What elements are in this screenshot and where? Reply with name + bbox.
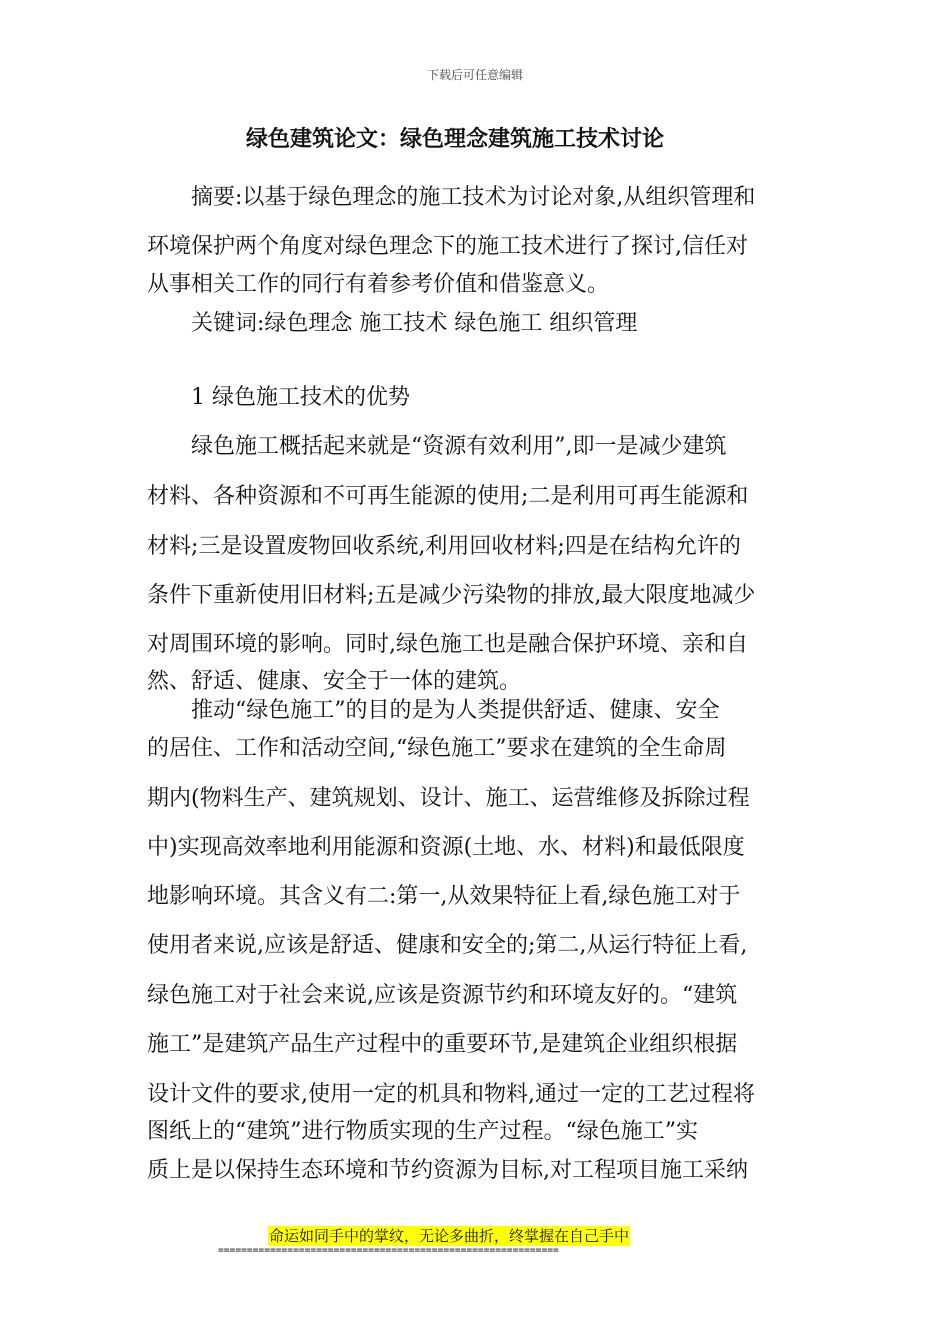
body-line: 条件下重新使用旧材料;五是减少污染物的排放,最大限度地减少: [147, 583, 756, 608]
body-line: 绿色施工对于社会来说,应该是资源节约和环境友好的。“建筑: [147, 983, 738, 1008]
body-line: 对周围环境的影响。同时,绿色施工也是融合保护环境、亲和自: [147, 632, 748, 657]
footer-motto: 命运如同手中的掌纹，无论多曲折，终掌握在自己手中: [269, 1227, 630, 1245]
section-heading-1: 1 绿色施工技术的优势: [191, 385, 410, 410]
body-line: 图纸上的“建筑”进行物质实现的生产过程。“绿色施工”实: [147, 1119, 698, 1144]
abstract-line-3: 从事相关工作的同行有着参考价值和借鉴意义。: [147, 272, 610, 297]
body-line: 施工”是建筑产品生产过程中的重要环节,是建筑企业组织根据: [147, 1032, 738, 1057]
body-line: 材料、各种资源和不可再生能源的使用;二是利用可再生能源和: [147, 484, 749, 509]
body-line: 期内(物料生产、建筑规划、设计、施工、运营维修及拆除过程: [147, 786, 750, 811]
body-line: 材料;三是设置废物回收系统,利用回收材料;四是在结构允许的: [147, 534, 741, 559]
abstract-line-1: 摘要:以基于绿色理念的施工技术为讨论对象,从组织管理和: [191, 185, 756, 210]
body-line: 中)实现高效率地利用能源和资源(土地、水、材料)和最低限度: [147, 835, 745, 860]
body-line: 使用者来说,应该是舒适、健康和安全的;第二,从运行特征上看,: [147, 933, 748, 958]
body-line: 推动“绿色施工”的目的是为人类提供舒适、健康、安全: [191, 698, 720, 723]
abstract-line-2: 环境保护两个角度对绿色理念下的施工技术进行了探讨,信任对: [147, 234, 748, 259]
body-line: 绿色施工概括起来就是“资源有效利用”,即一是减少建筑: [191, 434, 727, 459]
footer-divider: ===========================================================: [218, 1245, 559, 1256]
body-line: 质上是以保持生态环境和节约资源为目标,对工程项目施工采纳: [147, 1158, 748, 1183]
document-title: 绿色建筑论文：绿色理念建筑施工技术讨论: [245, 126, 664, 152]
keywords-line: 关键词:绿色理念 施工技术 绿色施工 组织管理: [191, 311, 638, 336]
body-line: 地影响环境。其含义有二:第一,从效果特征上看,绿色施工对于: [147, 884, 741, 909]
body-line: 设计文件的要求,使用一定的机具和物料,通过一定的工艺过程将: [147, 1082, 755, 1107]
body-line: 的居住、工作和活动空间,“绿色施工”要求在建筑的全生命周: [147, 736, 727, 761]
page-header-note: 下载后可任意编辑: [426, 68, 523, 82]
body-line: 然、舒适、健康、安全于一体的建筑。: [147, 669, 522, 694]
